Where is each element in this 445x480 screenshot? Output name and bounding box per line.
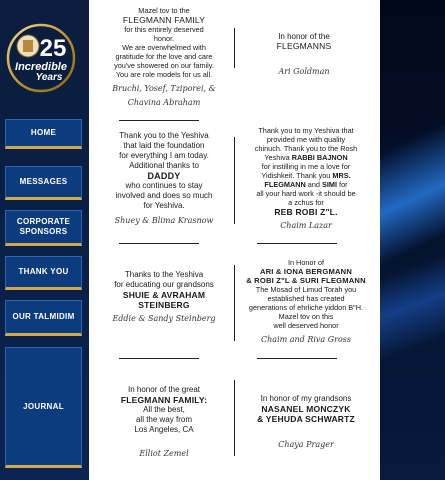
logo-number: 25	[39, 35, 67, 62]
signature: Shuey & Blima Krasnow	[114, 216, 214, 225]
message-card-reb-robi: Thank you to my Yeshiva that provided me with quality chinuch. Thank you to the Rosh Yeshiva RABBI BAJNON for instilling in me a love for Yidishkeit. Thank you MRS. FLEGMANN and SIMI for all your hard work -it should be a zchus for REB ROBI Z"L. Chaim Lazar	[239, 126, 373, 233]
message-card-flegmanns: In honor of the FLEGMANNS Ari Goldman	[239, 32, 369, 79]
message-card-bergmann: In Honor of ARI & IONA BERGMANN & ROBI Z"L & SURI FLEGMANN The Mosad of Limud Torah you established has created generations of ehrliche yiddon B"H. Mazel tov on this well deserved honor Chaim and Riva Gross	[239, 258, 373, 347]
nav-journal[interactable]: JOURNAL	[5, 347, 82, 468]
25-years-logo[interactable]	[3, 20, 83, 100]
message-card-daddy: Thank you to the Yeshiva that laid the foundation for everything I am today. Additional thanks to DADDY who continues to stay involved and does so much for Yeshiva. Shuey & Blima Krasnow	[99, 131, 229, 228]
vertical-divider	[234, 265, 235, 341]
signature: Ari Goldman	[278, 67, 330, 76]
journal-content	[89, 0, 380, 480]
nav-messages[interactable]: MESSAGES	[5, 166, 82, 200]
divider	[257, 358, 337, 359]
signature: Chaya Prager	[278, 440, 334, 449]
vertical-divider	[234, 28, 235, 68]
message-card-steinberg: Thanks to the Yeshiva for educating our grandsons SHUIE & AVRAHAM STEINBERG Eddie & Sandy Steinberg	[99, 270, 229, 326]
message-card-grandsons: In honor of my grandsons NASANEL MONCZYK & YEHUDA SCHWARTZ Chaya Prager	[239, 394, 373, 452]
divider	[119, 358, 199, 359]
divider	[257, 243, 337, 244]
message-card-flegmann-family-la: In honor of the great FLEGMANN FAMILY: All the best, all the way from Los Angeles, CA Elliot Zemel	[99, 385, 229, 461]
divider	[119, 120, 199, 121]
message-card-flegmann-family: Mazel tov to the FLEGMANN FAMILY for this entirely deserved honor. We are overwhelmed with gratitude for the love and care you've showered on our family. You are role models for us all. Bruchi, Yosef, Tziporei, & Chavina Abraham	[99, 6, 229, 110]
decorative-panel	[380, 0, 445, 480]
nav-our-talmidim[interactable]: OUR TALMIDIM	[5, 300, 82, 336]
signature: Eddie & Sandy Steinberg	[112, 314, 216, 323]
vertical-divider	[234, 137, 235, 224]
logo-book-shape	[23, 40, 33, 52]
divider	[119, 243, 199, 244]
nav-corporate-sponsors[interactable]: CORPORATE SPONSORS	[5, 210, 82, 246]
signature: Chavina Abraham	[127, 98, 201, 107]
logo-text-years: Years	[35, 72, 63, 83]
signature: Chaim Lazar	[280, 221, 332, 230]
signature: Chaim and Riva Gross	[261, 335, 351, 344]
signature: Elliot Zemel	[139, 449, 189, 458]
nav-thank-you[interactable]: THANK YOU	[5, 256, 82, 290]
vertical-divider	[234, 380, 235, 456]
signature: Bruchi, Yosef, Tziporei, &	[112, 84, 216, 93]
logo-text-incredible: Incredible	[15, 61, 67, 73]
nav-home[interactable]: HOME	[5, 119, 82, 149]
